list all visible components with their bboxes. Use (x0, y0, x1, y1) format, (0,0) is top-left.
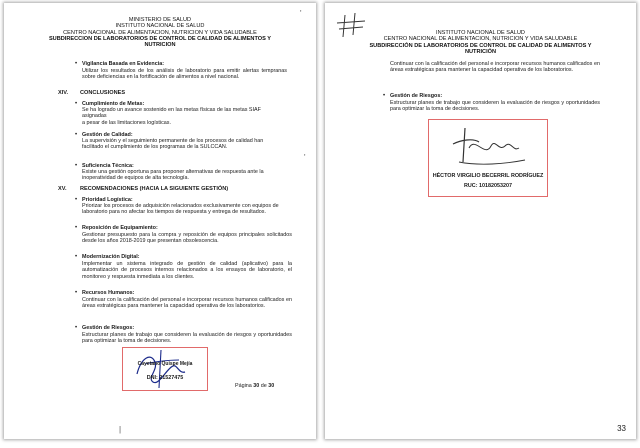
bullet-dot-icon: • (75, 290, 78, 296)
bullet-dot-icon: • (75, 254, 78, 260)
bullet-title: Reposición de Equipamiento: (82, 225, 158, 231)
page-number (235, 383, 274, 389)
bullet-title: Gestión de Riesgos: (82, 325, 135, 331)
bullet-title: Recursos Humanos: (82, 290, 135, 296)
signer-ruc: RUC: 10182053207 (464, 183, 512, 189)
bullet-title: Cumplimiento de Metas: (82, 101, 145, 107)
document-page-right (325, 3, 636, 439)
signer-name: HÉCTOR VIRGILIO BECERRIL RODRÍGUEZ (432, 173, 544, 179)
page-total: 30 (268, 383, 275, 389)
bullet-dot-icon: • (383, 93, 386, 99)
bullet-modernizacion (75, 254, 292, 280)
bullet-body: Implementar un sistema integrado de gestión de calidad (aplicativo) para la automatización de procesos internos relacionados a los ensayos de laboratorio, el monitoreo y respuesta inmediata a los clientes. (82, 261, 292, 280)
bullet-title: Gestión de Riesgos: (390, 93, 443, 99)
signature-block (428, 119, 548, 197)
bullet-line: Existe una gestión oportuna para proponer alternativas de respuesta ante la (82, 169, 264, 176)
page-header (325, 30, 636, 55)
page-of: de (260, 383, 267, 389)
bullet-dot-icon: • (75, 325, 78, 331)
page-label: Página (235, 383, 252, 389)
bullet-body: Estructurar planes de trabajo que consideren la evaluación de riesgos y oportunidades para optimizar la toma de decisiones. (82, 332, 292, 345)
signer-name: Cayetano Quispe Mejía (137, 361, 193, 367)
page-current: 30 (253, 383, 260, 389)
page-header (4, 17, 316, 48)
bullet-prioridad (75, 197, 292, 216)
bullet-reposicion (75, 225, 292, 245)
bullet-suficiencia (75, 163, 292, 182)
handwritten-signature (429, 122, 547, 172)
bullet-line: Se ha logrado un avance sostenido en las metas físicas de las metas SIAF (82, 107, 261, 114)
bullet-riesgos (75, 325, 292, 345)
bullet-body: Continuar con la calificación del personal e incorporar recursos humanos calificados en áreas estratégicas para mantener la capacidad operativa de los laboratorios. (82, 297, 292, 310)
bullet-line: inoperatividad de equipos de alta tecnología. (82, 175, 189, 182)
handwritten-signature (123, 348, 207, 390)
header-line: INSTITUTO NACIONAL DE SALUD (115, 23, 205, 30)
header-line: CENTRO NACIONAL DE ALIMENTACION, NUTRICION Y VIDA SALUDABLE (383, 36, 578, 43)
bullet-dot-icon: • (75, 163, 78, 169)
bullet-gestion (75, 132, 292, 151)
bullet-title: Vigilancia Basada en Evidencia: (82, 61, 164, 67)
bullet-line: laboratorio para no afectar los tiempos de respuesta y entrega de resultados. (82, 209, 266, 216)
bullet-dot-icon: • (75, 225, 78, 231)
header-line: NUTRICIÓN (464, 48, 497, 55)
section-number: XIV. (58, 90, 69, 96)
signer-dni: DNI: 21527475 (146, 375, 184, 381)
bullet-title: Prioridad Logística: (82, 197, 133, 203)
bullet-body: Gestionar presupuesto para la compra y reposición de equipos principales solicitados desde los años 2018-2019 que presentan obsolescencia. (82, 232, 292, 245)
header-line: INSTITUTO NACIONAL DE SALUD (436, 30, 525, 36)
section-title: RECOMENDACIONES (HACIA LA SIGUIENTE GESTIÓN) (80, 186, 229, 192)
margin-mark: ' (304, 153, 306, 162)
bullet-line: La supervisión y el seguimiento permanente de los procesos de calidad han (82, 138, 264, 145)
bullet-dot-icon: • (75, 101, 78, 107)
section-title: CONCLUSIONES (80, 90, 126, 96)
page-number: 33 (617, 424, 626, 433)
margin-mark: | (119, 425, 122, 434)
document-page-left (4, 3, 316, 439)
bullet-cumplimiento (75, 101, 292, 126)
header-line: CENTRO NACIONAL DE ALIMENTACION, NUTRICION Y VIDA SALUDABLE (63, 29, 257, 36)
section-heading (58, 186, 228, 192)
margin-mark: ' (300, 9, 302, 18)
bullet-line: Priorizar los procesos de adquisición relacionados exclusivamente con equipos de (82, 203, 279, 210)
bullet-body: Utilizar los resultados de los análisis de laboratorio para emitir alertas tempranas sobre deficiencias en la fortificación de alimentos a nivel nacional. (82, 68, 287, 81)
bullet-line: asignadas (82, 113, 107, 120)
signature-block (122, 347, 208, 391)
bullet-riesgos (383, 93, 600, 113)
bullet-title: Modernización Digital: (82, 254, 140, 260)
bullet-dot-icon: • (75, 132, 78, 138)
intro-paragraph: Continuar con la calificación del personal e incorporar recursos humanos calificados en áreas estratégicas para mantener la capacidad operativa de los laboratorios. (390, 61, 600, 74)
bullet-line: facilitado el cumplimiento de los programas de la SULCCAN. (82, 144, 228, 151)
bullet-line: a pesar de las limitaciones logísticas. (82, 119, 171, 126)
section-heading (58, 90, 125, 96)
bullet-title: Gestión de Calidad: (82, 132, 133, 138)
bullet-recursos (75, 290, 292, 310)
header-line: SUBDIRECCION DE LABORATORIOS DE CONTROL DE CALIDAD DE ALIMENTOS Y (48, 35, 272, 42)
bullet-body: Estructurar planes de trabajo que consideren la evaluación de riesgos y oportunidades para optimizar la toma de decisiones. (390, 100, 600, 113)
header-line: SUBDIRECCIÓN DE LABORATORIOS DE CONTROL DE CALIDAD DE ALIMENTOS Y (369, 42, 592, 49)
bullet-vigilancia (75, 61, 287, 81)
bullet-dot-icon: • (75, 197, 78, 203)
bullet-dot-icon: • (75, 61, 78, 67)
section-number: XV. (58, 186, 67, 192)
bullet-title: Suficiencia Técnica: (82, 163, 134, 169)
header-line: NUTRICION (144, 42, 176, 49)
header-line: MINISTERIO DE SALUD (128, 17, 192, 23)
